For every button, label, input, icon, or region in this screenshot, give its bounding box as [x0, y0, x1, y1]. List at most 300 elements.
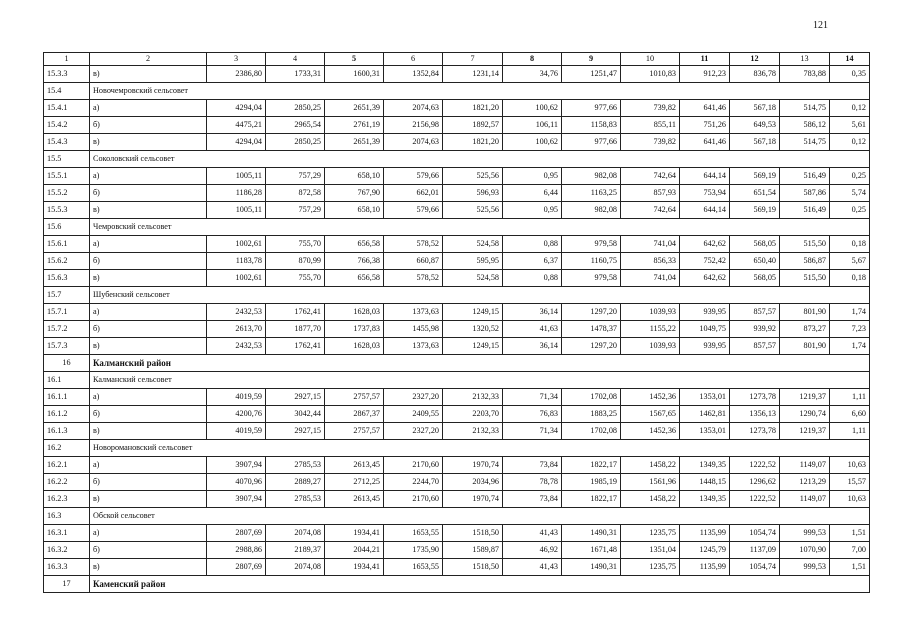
- value-cell: 739,82: [621, 134, 680, 151]
- row-code: 15.4.2: [44, 117, 90, 134]
- row-code: 15.5.3: [44, 202, 90, 219]
- row-label: в): [90, 423, 207, 440]
- row-code: 16.3: [44, 508, 90, 525]
- value-cell: 41,63: [503, 321, 562, 338]
- value-cell: 578,52: [384, 236, 443, 253]
- column-header: 11: [680, 53, 730, 66]
- section-name: Обской сельсовет: [90, 508, 870, 525]
- section-row: [44, 287, 870, 304]
- value-cell: 7,23: [830, 321, 870, 338]
- value-cell: 766,38: [325, 253, 384, 270]
- value-cell: 982,08: [562, 168, 621, 185]
- value-cell: 1005,11: [207, 202, 266, 219]
- row-label: а): [90, 168, 207, 185]
- row-label: а): [90, 457, 207, 474]
- value-cell: 1349,35: [680, 491, 730, 508]
- table-row: [44, 491, 870, 508]
- value-cell: 514,75: [780, 100, 830, 117]
- value-cell: 5,67: [830, 253, 870, 270]
- row-code: 16.3.2: [44, 542, 90, 559]
- value-cell: 753,94: [680, 185, 730, 202]
- value-cell: 872,58: [266, 185, 325, 202]
- value-cell: 1934,41: [325, 559, 384, 576]
- value-cell: 4019,59: [207, 423, 266, 440]
- value-cell: 514,75: [780, 134, 830, 151]
- value-cell: 1245,79: [680, 542, 730, 559]
- value-cell: 6,37: [503, 253, 562, 270]
- table-row: [44, 270, 870, 287]
- value-cell: 1518,50: [443, 559, 503, 576]
- row-code: 15.5.1: [44, 168, 90, 185]
- value-cell: 1235,75: [621, 559, 680, 576]
- row-label: в): [90, 338, 207, 355]
- header-row: [44, 53, 870, 66]
- value-cell: 5,61: [830, 117, 870, 134]
- value-cell: 2785,53: [266, 457, 325, 474]
- value-cell: 1821,20: [443, 134, 503, 151]
- value-cell: 36,14: [503, 304, 562, 321]
- value-cell: 2613,45: [325, 491, 384, 508]
- value-cell: 2757,57: [325, 423, 384, 440]
- column-header: 2: [90, 53, 207, 66]
- value-cell: 15,57: [830, 474, 870, 491]
- value-cell: 739,82: [621, 100, 680, 117]
- table-row: [44, 559, 870, 576]
- value-cell: 1137,09: [730, 542, 780, 559]
- row-code: 15.5.2: [44, 185, 90, 202]
- value-cell: 757,29: [266, 168, 325, 185]
- value-cell: 1219,37: [780, 389, 830, 406]
- row-label: б): [90, 117, 207, 134]
- value-cell: 658,10: [325, 202, 384, 219]
- table-row: [44, 66, 870, 83]
- value-cell: 0,95: [503, 202, 562, 219]
- value-cell: 1628,03: [325, 304, 384, 321]
- value-cell: 656,58: [325, 270, 384, 287]
- value-cell: 106,11: [503, 117, 562, 134]
- value-cell: 1373,63: [384, 304, 443, 321]
- value-cell: 515,50: [780, 236, 830, 253]
- value-cell: 2170,60: [384, 491, 443, 508]
- row-label: а): [90, 525, 207, 542]
- table-row: [44, 202, 870, 219]
- value-cell: 1,51: [830, 525, 870, 542]
- value-cell: 1010,83: [621, 66, 680, 83]
- value-cell: 2850,25: [266, 100, 325, 117]
- value-cell: 912,23: [680, 66, 730, 83]
- value-cell: 1049,75: [680, 321, 730, 338]
- value-cell: 2785,53: [266, 491, 325, 508]
- value-cell: 641,46: [680, 134, 730, 151]
- column-header: 6: [384, 53, 443, 66]
- value-cell: 755,70: [266, 236, 325, 253]
- value-cell: 1628,03: [325, 338, 384, 355]
- row-code: 15.6.1: [44, 236, 90, 253]
- value-cell: 2651,39: [325, 100, 384, 117]
- value-cell: 568,05: [730, 270, 780, 287]
- value-cell: 1183,78: [207, 253, 266, 270]
- district-row: [44, 355, 870, 372]
- value-cell: 2409,55: [384, 406, 443, 423]
- value-cell: 2761,19: [325, 117, 384, 134]
- value-cell: 2712,25: [325, 474, 384, 491]
- column-header: 9: [562, 53, 621, 66]
- value-cell: 1985,19: [562, 474, 621, 491]
- column-header: 14: [830, 53, 870, 66]
- value-cell: 1273,78: [730, 423, 780, 440]
- table-row: [44, 321, 870, 338]
- value-cell: 6,60: [830, 406, 870, 423]
- value-cell: 1297,20: [562, 338, 621, 355]
- value-cell: 658,10: [325, 168, 384, 185]
- table-row: [44, 304, 870, 321]
- value-cell: 1589,87: [443, 542, 503, 559]
- row-code: 15.4.3: [44, 134, 90, 151]
- value-cell: 2189,37: [266, 542, 325, 559]
- value-cell: 1135,99: [680, 559, 730, 576]
- value-cell: 1222,52: [730, 457, 780, 474]
- page-number: 121: [813, 20, 828, 31]
- value-cell: 1448,15: [680, 474, 730, 491]
- table-row: [44, 389, 870, 406]
- value-cell: 3907,94: [207, 491, 266, 508]
- value-cell: 1351,04: [621, 542, 680, 559]
- value-cell: 660,87: [384, 253, 443, 270]
- value-cell: 1320,52: [443, 321, 503, 338]
- value-cell: 1373,63: [384, 338, 443, 355]
- value-cell: 1970,74: [443, 491, 503, 508]
- value-cell: 1158,83: [562, 117, 621, 134]
- value-cell: 3042,44: [266, 406, 325, 423]
- section-name: Калманский сельсовет: [90, 372, 870, 389]
- value-cell: 977,66: [562, 100, 621, 117]
- value-cell: 100,62: [503, 134, 562, 151]
- district-name: Каменский район: [90, 576, 870, 593]
- value-cell: 1,11: [830, 423, 870, 440]
- row-label: а): [90, 236, 207, 253]
- section-row: [44, 440, 870, 457]
- row-code: 17: [44, 576, 90, 593]
- value-cell: 939,95: [680, 304, 730, 321]
- row-code: 15.6.3: [44, 270, 90, 287]
- value-cell: 0,88: [503, 236, 562, 253]
- table-row: [44, 134, 870, 151]
- value-cell: 1231,14: [443, 66, 503, 83]
- value-cell: 2867,37: [325, 406, 384, 423]
- table-row: [44, 457, 870, 474]
- value-cell: 0,88: [503, 270, 562, 287]
- row-code: 16.1: [44, 372, 90, 389]
- table-row: [44, 525, 870, 542]
- row-label: б): [90, 542, 207, 559]
- district-name: Калманский район: [90, 355, 870, 372]
- value-cell: 1213,29: [780, 474, 830, 491]
- value-cell: 856,33: [621, 253, 680, 270]
- value-cell: 46,92: [503, 542, 562, 559]
- value-cell: 2807,69: [207, 559, 266, 576]
- value-cell: 1653,55: [384, 559, 443, 576]
- value-cell: 1235,75: [621, 525, 680, 542]
- value-cell: 1070,90: [780, 542, 830, 559]
- value-cell: 4475,21: [207, 117, 266, 134]
- value-cell: 939,95: [680, 338, 730, 355]
- value-cell: 1458,22: [621, 491, 680, 508]
- value-cell: 1462,81: [680, 406, 730, 423]
- row-code: 15.4.1: [44, 100, 90, 117]
- value-cell: 757,29: [266, 202, 325, 219]
- value-cell: 873,27: [780, 321, 830, 338]
- row-code: 16.2.3: [44, 491, 90, 508]
- row-label: б): [90, 321, 207, 338]
- value-cell: 1002,61: [207, 236, 266, 253]
- value-cell: 2074,63: [384, 100, 443, 117]
- value-cell: 1737,83: [325, 321, 384, 338]
- value-cell: 1297,20: [562, 304, 621, 321]
- value-cell: 741,04: [621, 236, 680, 253]
- row-label: в): [90, 134, 207, 151]
- value-cell: 857,57: [730, 338, 780, 355]
- value-cell: 2988,86: [207, 542, 266, 559]
- column-header: 7: [443, 53, 503, 66]
- value-cell: 801,90: [780, 338, 830, 355]
- table-row: [44, 168, 870, 185]
- value-cell: 2074,08: [266, 559, 325, 576]
- value-cell: 801,90: [780, 304, 830, 321]
- value-cell: 5,74: [830, 185, 870, 202]
- row-label: б): [90, 474, 207, 491]
- district-row: [44, 576, 870, 593]
- row-code: 16.2: [44, 440, 90, 457]
- value-cell: 650,40: [730, 253, 780, 270]
- value-cell: 1822,17: [562, 457, 621, 474]
- table-row: [44, 406, 870, 423]
- value-cell: 751,26: [680, 117, 730, 134]
- value-cell: 73,84: [503, 457, 562, 474]
- value-cell: 870,99: [266, 253, 325, 270]
- table-row: [44, 236, 870, 253]
- value-cell: 516,49: [780, 202, 830, 219]
- row-label: в): [90, 491, 207, 508]
- table-row: [44, 253, 870, 270]
- section-name: Соколовский сельсовет: [90, 151, 870, 168]
- row-label: б): [90, 185, 207, 202]
- row-code: 16.2.2: [44, 474, 90, 491]
- value-cell: 641,46: [680, 100, 730, 117]
- value-cell: 525,56: [443, 202, 503, 219]
- value-cell: 567,18: [730, 134, 780, 151]
- value-cell: 4200,76: [207, 406, 266, 423]
- value-cell: 1296,62: [730, 474, 780, 491]
- column-header: 8: [503, 53, 562, 66]
- value-cell: 2889,27: [266, 474, 325, 491]
- value-cell: 642,62: [680, 236, 730, 253]
- tariff-table: [43, 52, 870, 593]
- section-row: [44, 151, 870, 168]
- value-cell: 1478,37: [562, 321, 621, 338]
- row-label: в): [90, 202, 207, 219]
- value-cell: 1222,52: [730, 491, 780, 508]
- table-row: [44, 338, 870, 355]
- value-cell: 0,25: [830, 168, 870, 185]
- value-cell: 999,53: [780, 559, 830, 576]
- section-name: Новороманoвский сельсовет: [90, 440, 870, 457]
- value-cell: 1155,22: [621, 321, 680, 338]
- table-row: [44, 100, 870, 117]
- value-cell: 2034,96: [443, 474, 503, 491]
- value-cell: 567,18: [730, 100, 780, 117]
- value-cell: 1352,84: [384, 66, 443, 83]
- value-cell: 2432,53: [207, 338, 266, 355]
- value-cell: 1934,41: [325, 525, 384, 542]
- value-cell: 7,00: [830, 542, 870, 559]
- value-cell: 1353,01: [680, 423, 730, 440]
- value-cell: 1455,98: [384, 321, 443, 338]
- value-cell: 36,14: [503, 338, 562, 355]
- row-label: а): [90, 100, 207, 117]
- value-cell: 2074,63: [384, 134, 443, 151]
- value-cell: 1762,41: [266, 304, 325, 321]
- value-cell: 1054,74: [730, 525, 780, 542]
- value-cell: 1733,31: [266, 66, 325, 83]
- value-cell: 41,43: [503, 525, 562, 542]
- value-cell: 2613,70: [207, 321, 266, 338]
- row-code: 15.6: [44, 219, 90, 236]
- value-cell: 1892,57: [443, 117, 503, 134]
- row-code: 15.5: [44, 151, 90, 168]
- value-cell: 644,14: [680, 202, 730, 219]
- value-cell: 1877,70: [266, 321, 325, 338]
- value-cell: 569,19: [730, 168, 780, 185]
- row-code: 15.4: [44, 83, 90, 100]
- value-cell: 587,86: [780, 185, 830, 202]
- value-cell: 742,64: [621, 202, 680, 219]
- value-cell: 73,84: [503, 491, 562, 508]
- value-cell: 767,90: [325, 185, 384, 202]
- value-cell: 2170,60: [384, 457, 443, 474]
- value-cell: 2327,20: [384, 389, 443, 406]
- row-code: 15.7.1: [44, 304, 90, 321]
- value-cell: 939,92: [730, 321, 780, 338]
- value-cell: 3907,94: [207, 457, 266, 474]
- value-cell: 0,18: [830, 270, 870, 287]
- value-cell: 1054,74: [730, 559, 780, 576]
- value-cell: 2927,15: [266, 423, 325, 440]
- value-cell: 78,78: [503, 474, 562, 491]
- row-label: а): [90, 389, 207, 406]
- value-cell: 6,44: [503, 185, 562, 202]
- table-body: [44, 53, 870, 593]
- value-cell: 1458,22: [621, 457, 680, 474]
- value-cell: 1970,74: [443, 457, 503, 474]
- column-header: 12: [730, 53, 780, 66]
- section-name: Шубенский сельсовет: [90, 287, 870, 304]
- section-name: Новочемровский сельсовет: [90, 83, 870, 100]
- value-cell: 2651,39: [325, 134, 384, 151]
- value-cell: 1135,99: [680, 525, 730, 542]
- value-cell: 857,93: [621, 185, 680, 202]
- value-cell: 2386,80: [207, 66, 266, 83]
- value-cell: 662,01: [384, 185, 443, 202]
- value-cell: 1039,93: [621, 304, 680, 321]
- value-cell: 34,76: [503, 66, 562, 83]
- row-code: 16: [44, 355, 90, 372]
- value-cell: 71,34: [503, 389, 562, 406]
- section-row: [44, 508, 870, 525]
- column-header: 10: [621, 53, 680, 66]
- value-cell: 579,66: [384, 202, 443, 219]
- value-cell: 979,58: [562, 270, 621, 287]
- value-cell: 579,66: [384, 168, 443, 185]
- value-cell: 1671,48: [562, 542, 621, 559]
- row-label: в): [90, 66, 207, 83]
- value-cell: 783,88: [780, 66, 830, 83]
- value-cell: 2757,57: [325, 389, 384, 406]
- table-row: [44, 474, 870, 491]
- value-cell: 1735,90: [384, 542, 443, 559]
- value-cell: 569,19: [730, 202, 780, 219]
- value-cell: 1567,65: [621, 406, 680, 423]
- value-cell: 1273,78: [730, 389, 780, 406]
- value-cell: 1,74: [830, 304, 870, 321]
- row-code: 15.7.2: [44, 321, 90, 338]
- value-cell: 651,54: [730, 185, 780, 202]
- table-row: [44, 117, 870, 134]
- value-cell: 2807,69: [207, 525, 266, 542]
- value-cell: 586,12: [780, 117, 830, 134]
- value-cell: 1160,75: [562, 253, 621, 270]
- value-cell: 1005,11: [207, 168, 266, 185]
- value-cell: 642,62: [680, 270, 730, 287]
- value-cell: 1,51: [830, 559, 870, 576]
- value-cell: 644,14: [680, 168, 730, 185]
- row-code: 15.6.2: [44, 253, 90, 270]
- value-cell: 100,62: [503, 100, 562, 117]
- value-cell: 1490,31: [562, 559, 621, 576]
- row-code: 16.3.3: [44, 559, 90, 576]
- value-cell: 1762,41: [266, 338, 325, 355]
- row-code: 15.3.3: [44, 66, 90, 83]
- section-row: [44, 372, 870, 389]
- value-cell: 649,53: [730, 117, 780, 134]
- value-cell: 1349,35: [680, 457, 730, 474]
- row-label: б): [90, 406, 207, 423]
- column-header: 1: [44, 53, 90, 66]
- value-cell: 4294,04: [207, 100, 266, 117]
- value-cell: 2965,54: [266, 117, 325, 134]
- value-cell: 568,05: [730, 236, 780, 253]
- row-code: 16.1.1: [44, 389, 90, 406]
- value-cell: 10,63: [830, 491, 870, 508]
- value-cell: 524,58: [443, 236, 503, 253]
- table-row: [44, 542, 870, 559]
- value-cell: 1653,55: [384, 525, 443, 542]
- value-cell: 1249,15: [443, 338, 503, 355]
- value-cell: 76,83: [503, 406, 562, 423]
- value-cell: 1,11: [830, 389, 870, 406]
- value-cell: 1290,74: [780, 406, 830, 423]
- value-cell: 2850,25: [266, 134, 325, 151]
- row-code: 16.1.3: [44, 423, 90, 440]
- value-cell: 982,08: [562, 202, 621, 219]
- value-cell: 977,66: [562, 134, 621, 151]
- value-cell: 596,93: [443, 185, 503, 202]
- section-name: Чемровский сельсовет: [90, 219, 870, 236]
- value-cell: 71,34: [503, 423, 562, 440]
- row-label: б): [90, 253, 207, 270]
- value-cell: 1186,28: [207, 185, 266, 202]
- value-cell: 578,52: [384, 270, 443, 287]
- value-cell: 1452,36: [621, 423, 680, 440]
